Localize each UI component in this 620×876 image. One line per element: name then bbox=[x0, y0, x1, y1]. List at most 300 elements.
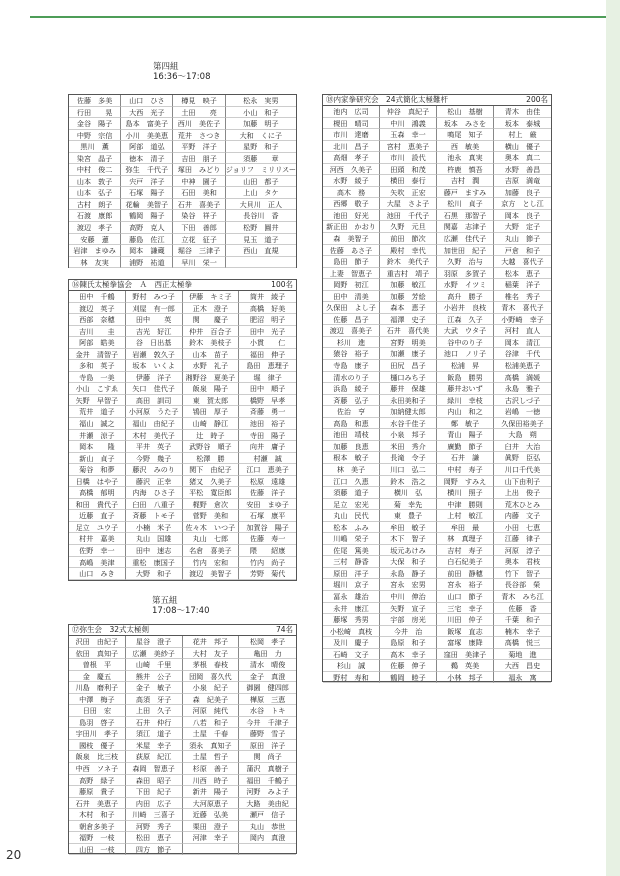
member-name-cell: 行田 晃 bbox=[69, 107, 121, 119]
member-name-cell: 重松 康国子 bbox=[126, 557, 183, 569]
member-name-cell: 村井 嘉美 bbox=[69, 533, 126, 545]
member-name-cell: 鶴岡 陽子 bbox=[121, 210, 173, 222]
member-name-cell: 藤井おいず bbox=[437, 383, 494, 395]
member-name-cell: 川口 弘二 bbox=[380, 464, 437, 476]
member-name-cell: 高橋 郁明 bbox=[69, 487, 126, 499]
member-name-cell: 佐々木 いつ子 bbox=[183, 522, 240, 534]
member-name-cell: 小楠 米子 bbox=[126, 522, 183, 534]
member-name-cell: 林 友実 bbox=[69, 257, 121, 269]
member-name-cell: 松浦 昇 bbox=[437, 360, 494, 372]
member-name-cell: 内田 広子 bbox=[126, 798, 183, 810]
member-name-cell: 荻原 紀江 bbox=[126, 751, 183, 763]
member-name-cell: 矢吹 正宏 bbox=[380, 187, 437, 199]
member-name-cell: 佐藤 寿一 bbox=[239, 533, 296, 545]
member-name-cell: 森 美智子 bbox=[323, 233, 380, 245]
member-name-cell: 小山 こすゑ bbox=[69, 383, 126, 395]
member-name-cell: 名倉 喜美子 bbox=[183, 545, 240, 557]
team-name: 弥生会 32式太極剣 bbox=[79, 625, 150, 634]
member-name-cell: 岡内 真澄 bbox=[239, 832, 296, 844]
member-name-cell: 小貫 仁 bbox=[239, 337, 296, 349]
member-count: 74名 bbox=[275, 625, 293, 634]
member-name-cell: 中村 寿子 bbox=[437, 464, 494, 476]
member-name-cell: 河野 みよ子 bbox=[239, 786, 296, 798]
member-name-cell: 宍戸 洋子 bbox=[121, 176, 173, 188]
member-name-cell: 重吉村 靖子 bbox=[380, 268, 437, 280]
member-name-cell: 岡本 謙蔵 bbox=[121, 245, 173, 257]
member-name-cell: 横田 泰行 bbox=[380, 175, 437, 187]
member-name-cell: 吉光 好江 bbox=[126, 326, 183, 338]
member-name-cell: 高畑 孝子 bbox=[323, 152, 380, 164]
member-name-cell: ジョリフ ミリリスー bbox=[225, 165, 296, 175]
member-name-cell: 西郷 敬子 bbox=[323, 198, 380, 210]
member-name-cell: 荒木ひとみ bbox=[494, 499, 551, 511]
member-name-cell: 荒井 さつき bbox=[173, 130, 225, 142]
member-name-cell bbox=[239, 844, 296, 856]
member-name-cell: 飯塚 直志 bbox=[437, 626, 494, 638]
member-name-cell: 渡辺 孝子 bbox=[69, 222, 121, 234]
member-name-cell: 安藤 蓮 bbox=[69, 234, 121, 246]
member-name-cell: 高木 務 bbox=[323, 187, 380, 199]
member-name-cell: 金 慶五 bbox=[69, 671, 126, 683]
member-name-cell: 宮永 裕子 bbox=[437, 579, 494, 591]
member-name-cell: 高須 牙子 bbox=[126, 694, 183, 706]
member-name-cell: 足立 宏光 bbox=[323, 499, 380, 511]
member-name-cell: 野村 寿和 bbox=[323, 672, 380, 684]
member-name-cell: 臼井 大治 bbox=[494, 441, 551, 453]
member-name-cell: 日田 宏 bbox=[69, 705, 126, 717]
naikaken-roster-table bbox=[322, 94, 552, 682]
member-name-cell: 山下由利子 bbox=[494, 476, 551, 488]
member-name-cell: 中津 勝則 bbox=[437, 499, 494, 511]
member-name-cell: 花井 邦子 bbox=[183, 636, 240, 648]
member-name-cell: 島本 富美子 bbox=[121, 118, 173, 130]
member-name-cell: 大西 昌史 bbox=[494, 660, 551, 672]
member-name-cell: 島羽 啓子 bbox=[69, 717, 126, 729]
member-name-cell: 加賀谷 陽子 bbox=[239, 522, 296, 534]
member-name-cell: 河村 直人 bbox=[494, 325, 551, 337]
member-name-cell: 木下 智子 bbox=[380, 533, 437, 545]
member-name-cell: 飯泉 比三枝 bbox=[69, 751, 126, 763]
member-name-cell: 大越 喜代子 bbox=[494, 256, 551, 268]
member-name-cell: 矢野 早智子 bbox=[69, 395, 126, 407]
member-name-cell: 飯泉 陽子 bbox=[183, 383, 240, 395]
member-name-cell: 佐藤 昌子 bbox=[323, 314, 380, 326]
member-name-cell: 椎名 秀子 bbox=[494, 291, 551, 303]
member-name-cell: 見玉 道子 bbox=[226, 234, 296, 246]
member-name-cell: 久野 元旦 bbox=[380, 221, 437, 233]
member-name-cell: 竹内 宏和 bbox=[183, 557, 240, 569]
member-name-cell: 石崎 文子 bbox=[323, 649, 380, 661]
chen-taichi-roster-table bbox=[68, 279, 297, 581]
member-name-cell: 土屋 哲子 bbox=[183, 751, 240, 763]
member-name-cell: 岩嶋 一徳 bbox=[494, 406, 551, 418]
member-name-cell: 三宅 幸子 bbox=[437, 603, 494, 615]
member-name-cell: 小川 美美恵 bbox=[121, 130, 173, 142]
member-name-cell: 殿村 幸代 bbox=[380, 245, 437, 257]
member-name-cell: 多和 英子 bbox=[69, 360, 126, 372]
member-name-cell: 大西 光子 bbox=[121, 107, 173, 119]
member-name-cell: 菅野 美和 bbox=[183, 510, 240, 522]
member-name-cell: 西川 美佐子 bbox=[173, 118, 225, 130]
member-name-cell: 石井 美恵子 bbox=[69, 798, 126, 810]
member-name-cell: 蒲沢 真樹子 bbox=[239, 763, 296, 775]
member-name-cell: 川口千代美 bbox=[494, 464, 551, 476]
member-name-cell: 加藤 敏江 bbox=[380, 279, 437, 291]
member-name-cell: 上出 俊子 bbox=[494, 487, 551, 499]
member-name-cell: 須江 道子 bbox=[126, 728, 183, 740]
header-rule bbox=[30, 16, 606, 18]
member-name-cell: 吉川 圭 bbox=[69, 326, 126, 338]
member-name-cell: 小山 和子 bbox=[226, 107, 296, 119]
member-name-cell: 清水のり子 bbox=[323, 372, 380, 384]
member-name-cell: 久保田裕美子 bbox=[494, 418, 551, 430]
roster-grid bbox=[69, 95, 296, 268]
member-name-cell: 曽根 平 bbox=[69, 659, 126, 671]
member-name-cell: 田中 英 bbox=[126, 314, 183, 326]
member-name-cell: 村瀬 誠 bbox=[239, 453, 296, 465]
member-name-cell: 足立 ユウ子 bbox=[69, 522, 126, 534]
member-name-cell: 牟田 最 bbox=[437, 522, 494, 534]
member-name-cell: 荒井 道子 bbox=[69, 406, 126, 418]
member-name-cell: 菊 幸先 bbox=[380, 499, 437, 511]
member-name-cell: 佐野 幸一 bbox=[69, 545, 126, 557]
member-name-cell: 佐藤 あさ子 bbox=[323, 245, 380, 257]
member-name-cell: 斉藤 トモ子 bbox=[126, 510, 183, 522]
member-name-cell: 石井 謙 bbox=[437, 452, 494, 464]
member-name-cell: 石井 喜美子 bbox=[173, 199, 225, 211]
member-name-cell: 四方 節子 bbox=[126, 844, 183, 856]
member-name-cell: 羽原 多賀子 bbox=[437, 268, 494, 280]
member-name-cell: 平松 寛臣郎 bbox=[183, 487, 240, 499]
member-name-cell: 古沢しづ子 bbox=[494, 395, 551, 407]
member-name-cell: 青山 陽子 bbox=[437, 429, 494, 441]
member-name-cell: 小野崎 幸子 bbox=[494, 314, 551, 326]
member-name-cell: 河西 久美子 bbox=[323, 164, 380, 176]
member-name-cell: 杉川 進 bbox=[323, 337, 380, 349]
member-name-cell: 藤原 貴子 bbox=[69, 786, 126, 798]
member-name-cell: 池内 広司 bbox=[323, 106, 380, 118]
member-name-cell: 森田 昭子 bbox=[126, 775, 183, 787]
member-name-cell: 稲葉 洋子 bbox=[494, 279, 551, 291]
member-name-cell: 田中 速志 bbox=[126, 545, 183, 557]
member-name-cell: 田頭 和茂 bbox=[380, 164, 437, 176]
member-name-cell: 山田 一枝 bbox=[69, 844, 126, 856]
member-name-cell: 寺田 陽子 bbox=[239, 430, 296, 442]
entry-number: ⑰ bbox=[72, 625, 80, 634]
member-name-cell: 斉藤 勇一 bbox=[239, 406, 296, 418]
member-name-cell: 星谷 澄子 bbox=[126, 636, 183, 648]
member-name-cell: 和田 貴代子 bbox=[69, 499, 126, 511]
member-name-cell: 向井 庸子 bbox=[239, 441, 296, 453]
member-name-cell: 岡野 すみえ bbox=[437, 476, 494, 488]
member-name-cell: 寺島 一美 bbox=[69, 372, 126, 384]
member-name-cell: 奥本 君枝 bbox=[494, 556, 551, 568]
member-name-cell: 川島 磨利子 bbox=[69, 682, 126, 694]
member-name-cell: 東 豊子 bbox=[380, 510, 437, 522]
member-name-cell: 久野 治与 bbox=[437, 256, 494, 268]
group4-time: 16:36～17:08 bbox=[153, 72, 211, 82]
member-name-cell: 依田 真知子 bbox=[69, 648, 126, 660]
member-name-cell: 宮永 宏男 bbox=[380, 579, 437, 591]
member-name-cell: 梶野 倉次 bbox=[183, 499, 240, 511]
member-name-cell: 内藤 文子 bbox=[494, 510, 551, 522]
member-name-cell: 大野 定子 bbox=[494, 221, 551, 233]
member-name-cell: 丸山 恭世 bbox=[239, 821, 296, 833]
member-name-cell: 仲谷 真紀子 bbox=[380, 106, 437, 118]
member-name-cell: 山口 ひさ bbox=[121, 95, 173, 107]
member-name-cell: 鶴岡 睦子 bbox=[380, 672, 437, 684]
member-name-cell: 江口 久恵 bbox=[323, 476, 380, 488]
member-name-cell: 長谷川 香 bbox=[226, 210, 296, 222]
member-name-cell: 佐藤 多美 bbox=[69, 95, 121, 107]
member-name-cell: 西 敏美 bbox=[437, 141, 494, 153]
member-name-cell: 井瀬 涼子 bbox=[69, 430, 126, 442]
member-name-cell: 岡本 清江 bbox=[494, 337, 551, 349]
member-name-cell: 山田 都子 bbox=[226, 176, 296, 188]
member-name-cell: 浜島 綾子 bbox=[323, 383, 380, 395]
member-name-cell: 池永 真実 bbox=[437, 152, 494, 164]
page-edge-stripe bbox=[606, 0, 620, 876]
member-name-cell: 高橋 満媛 bbox=[494, 372, 551, 384]
member-name-cell: 木村 和子 bbox=[69, 809, 126, 821]
member-name-cell: 堀谷 三津子 bbox=[173, 245, 225, 257]
member-name-cell: 杉原 善子 bbox=[183, 763, 240, 775]
member-name-cell: 富塚 康降 bbox=[437, 637, 494, 649]
member-name-cell: 鳴尾 知子 bbox=[437, 129, 494, 141]
member-name-cell: 山本 苗子 bbox=[183, 349, 240, 361]
member-name-cell: 水野 礼子 bbox=[183, 360, 240, 372]
member-name-cell: 田尻 昌子 bbox=[380, 360, 437, 372]
roster-grid bbox=[69, 291, 296, 580]
member-name-cell: 原田 洋子 bbox=[323, 568, 380, 580]
member-name-cell: 山口 みき bbox=[69, 568, 126, 580]
member-name-cell: 川崎 三喜子 bbox=[126, 809, 183, 821]
member-name-cell: 臼田 八重子 bbox=[126, 499, 183, 511]
member-name-cell: 水野 綾子 bbox=[323, 175, 380, 187]
member-count: 100名 bbox=[271, 280, 293, 289]
member-name-cell: 高橋 悦三 bbox=[494, 637, 551, 649]
member-name-cell: 藤塚 秀男 bbox=[323, 614, 380, 626]
member-name-cell: 花輪 美智子 bbox=[121, 199, 173, 211]
member-name-cell: 中神 園子 bbox=[173, 176, 225, 188]
member-name-cell: 大村 友子 bbox=[183, 648, 240, 660]
member-name-cell: 八若 和子 bbox=[183, 717, 240, 729]
member-name-cell: 福永 寓 bbox=[494, 672, 551, 684]
member-name-cell: 樋口みち子 bbox=[380, 372, 437, 384]
member-name-cell: 渡辺 英子 bbox=[69, 303, 126, 315]
member-name-cell: 伊藤 キミ子 bbox=[183, 291, 240, 303]
member-name-cell: 坂本 みさを bbox=[437, 118, 494, 130]
member-name-cell: 池田 好光 bbox=[323, 210, 380, 222]
member-name-cell bbox=[226, 257, 296, 269]
member-name-cell: 竹内 尚子 bbox=[239, 557, 296, 569]
member-name-cell: 矢野 宣子 bbox=[380, 603, 437, 615]
member-name-cell: 瀬戸 信子 bbox=[239, 809, 296, 821]
member-name-cell: 小泉 邦子 bbox=[380, 429, 437, 441]
member-name-cell: 大保 和子 bbox=[380, 556, 437, 568]
member-name-cell: 杉山 誠 bbox=[323, 660, 380, 672]
roster-grid bbox=[69, 636, 296, 855]
member-name-cell: 宮村 恵美子 bbox=[380, 141, 437, 153]
member-name-cell: 渡辺 美智子 bbox=[183, 568, 240, 580]
member-name-cell: 藤島 佐江 bbox=[121, 234, 173, 246]
member-name-cell: 浦野 祐道 bbox=[121, 257, 173, 269]
member-name-cell: 石渡 康郎 bbox=[69, 210, 121, 222]
member-name-cell: 丸山 国雄 bbox=[126, 533, 183, 545]
entry-number: ⑯ bbox=[72, 280, 80, 289]
member-name-cell: 大屋 さよ子 bbox=[380, 198, 437, 210]
member-name-cell: 金谷 陽子 bbox=[69, 118, 121, 130]
member-name-cell: 団岡 喜久代 bbox=[183, 671, 240, 683]
member-name-cell: 福澤 史子 bbox=[380, 314, 437, 326]
member-name-cell: 横川 照子 bbox=[437, 487, 494, 499]
member-name-cell: 吉田 朋子 bbox=[173, 153, 225, 165]
member-name-cell: 佐藤 洋子 bbox=[239, 487, 296, 499]
member-name-cell: 日橋 はや子 bbox=[69, 476, 126, 488]
member-name-cell: 玉森 幸一 bbox=[380, 129, 437, 141]
member-name-cell: 江口 恵美子 bbox=[239, 464, 296, 476]
member-name-cell: 河野 秀子 bbox=[126, 821, 183, 833]
member-name-cell: 奥本 真二 bbox=[494, 152, 551, 164]
member-name-cell: 眞野 臣弘 bbox=[494, 452, 551, 464]
member-name-cell: 広瀬 美紗子 bbox=[126, 648, 183, 660]
member-name-cell: 鄭 敏子 bbox=[437, 418, 494, 430]
member-name-cell: 島田 恵理子 bbox=[239, 360, 296, 372]
member-name-cell: 筒井 綾子 bbox=[239, 291, 296, 303]
member-name-cell: 窪田 美津子 bbox=[437, 649, 494, 661]
member-name-cell: 藤野 雪子 bbox=[239, 728, 296, 740]
member-name-cell: 松本 ふみ bbox=[323, 522, 380, 534]
member-name-cell: 江藤 律子 bbox=[494, 533, 551, 545]
member-name-cell: 今井 千津子 bbox=[239, 717, 296, 729]
member-name-cell: 福田 伸子 bbox=[239, 349, 296, 361]
member-name-cell: 永田美和子 bbox=[380, 395, 437, 407]
member-name-cell: 上村 敏江 bbox=[437, 510, 494, 522]
group5-heading bbox=[152, 596, 210, 616]
member-name-cell: 林 美子 bbox=[323, 464, 380, 476]
member-name-cell: 小松崎 真枝 bbox=[323, 626, 380, 638]
member-name-cell: 池田 千代子 bbox=[380, 210, 437, 222]
member-name-cell: 新正田 かおり bbox=[323, 221, 380, 233]
member-name-cell: 関嘉 志津子 bbox=[437, 221, 494, 233]
member-name-cell: 金子 真澄 bbox=[239, 671, 296, 683]
member-name-cell: 池口 ノリ子 bbox=[437, 348, 494, 360]
member-name-cell: 御園 健四郎 bbox=[239, 682, 296, 694]
member-name-cell: 阿部 皓美 bbox=[69, 337, 126, 349]
member-name-cell: 福田 千鶴子 bbox=[239, 775, 296, 787]
member-name-cell: 上田 久子 bbox=[126, 705, 183, 717]
member-name-cell: 今野 幾子 bbox=[126, 453, 183, 465]
member-name-cell: 佐尾 篤美 bbox=[323, 545, 380, 557]
table-header bbox=[69, 280, 296, 291]
member-name-cell: 島原 和子 bbox=[380, 637, 437, 649]
member-name-cell: 正木 澄子 bbox=[183, 303, 240, 315]
member-name-cell: 丸山 七郎 bbox=[183, 533, 240, 545]
member-name-cell: 千葉 和子 bbox=[494, 614, 551, 626]
member-name-cell: 松永 実男 bbox=[226, 95, 296, 107]
member-name-cell: 木村 美代子 bbox=[126, 430, 183, 442]
member-name-cell: 黒川 薫 bbox=[69, 141, 121, 153]
group4-title: 第四組 bbox=[153, 62, 179, 72]
member-name-cell: 仲井 百合子 bbox=[183, 326, 240, 338]
member-name-cell: 堀 律子 bbox=[239, 372, 296, 384]
member-name-cell: 米屋 幸子 bbox=[126, 740, 183, 752]
member-name-cell: 田中 光子 bbox=[239, 326, 296, 338]
member-name-cell: 高木 幸子 bbox=[380, 649, 437, 661]
member-name-cell: 水谷 トキ bbox=[239, 705, 296, 717]
member-name-cell: 鵜 英美 bbox=[437, 660, 494, 672]
member-name-cell: 岡野 初江 bbox=[323, 279, 380, 291]
yayoi-roster-table bbox=[68, 624, 297, 854]
member-name-cell: 長滝 令子 bbox=[380, 452, 437, 464]
member-name-cell: 中村 俊二 bbox=[69, 164, 121, 176]
member-name-cell: 小泉 紀子 bbox=[183, 682, 240, 694]
group5-title: 第五組 bbox=[152, 596, 178, 606]
member-name-cell: 河原 純代 bbox=[183, 705, 240, 717]
member-name-cell: 新山 貞子 bbox=[69, 453, 126, 465]
member-name-cell: 石塚 陽子 bbox=[121, 187, 173, 199]
member-name-cell: 島田 節子 bbox=[323, 256, 380, 268]
member-name-cell: 茅根 春枝 bbox=[183, 659, 240, 671]
team-name: 内家拳研究会 24式簡化太極難杆 bbox=[333, 95, 449, 104]
member-name-cell: 冨永 雄治 bbox=[323, 591, 380, 603]
member-name-cell: 石井 仲行 bbox=[126, 717, 183, 729]
member-name-cell: 朝倉多美子 bbox=[69, 821, 126, 833]
member-name-cell: 宮野 明美 bbox=[380, 337, 437, 349]
member-name-cell: 須永 真知子 bbox=[183, 740, 240, 752]
member-name-cell: 鈴木 浩之 bbox=[380, 476, 437, 488]
page-number: 20 bbox=[6, 848, 22, 862]
member-name-cell: 岡本 隆 bbox=[69, 441, 126, 453]
member-name-cell: 山口 節子 bbox=[437, 591, 494, 603]
member-name-cell: 谷中のり子 bbox=[437, 337, 494, 349]
member-name-cell: 田中 千鶴 bbox=[69, 291, 126, 303]
member-name-cell: 及川 慶子 bbox=[323, 637, 380, 649]
member-name-cell: 大路 美由紀 bbox=[239, 798, 296, 810]
member-name-cell: 大河原恵子 bbox=[183, 798, 240, 810]
member-name-cell: 内海 ひさ子 bbox=[126, 487, 183, 499]
member-name-cell: 吉村 潤 bbox=[437, 175, 494, 187]
member-name-cell: 飯島 勝男 bbox=[437, 372, 494, 384]
group5-time: 17:08～17:40 bbox=[152, 606, 210, 616]
member-name-cell: 高野 克人 bbox=[121, 222, 173, 234]
member-name-cell: 加世田 紀子 bbox=[437, 245, 494, 257]
member-name-cell: 大野 和子 bbox=[126, 568, 183, 580]
member-name-cell: 山本 弘子 bbox=[69, 187, 121, 199]
member-name-cell: 永井 康江 bbox=[323, 603, 380, 615]
member-name-cell: 牟田 敏子 bbox=[380, 522, 437, 534]
group4-heading bbox=[153, 62, 211, 82]
member-name-cell: 村上 厳 bbox=[494, 129, 551, 141]
member-name-cell: 横山 優子 bbox=[494, 141, 551, 153]
member-name-cell: 永島 静子 bbox=[380, 568, 437, 580]
member-name-cell: 金井 清智子 bbox=[69, 349, 126, 361]
member-name-cell: 松川 貞子 bbox=[437, 198, 494, 210]
member-name-cell: 広瀬 佳代子 bbox=[437, 233, 494, 245]
member-name-cell: 楠木 幸子 bbox=[494, 626, 551, 638]
member-name-cell: 斉藤 弘子 bbox=[323, 395, 380, 407]
member-name-cell: 須藤 章 bbox=[226, 153, 296, 165]
member-name-cell: 松本 恵子 bbox=[494, 268, 551, 280]
member-name-cell: 江森 久子 bbox=[437, 314, 494, 326]
member-name-cell: 緑川 幸枝 bbox=[437, 395, 494, 407]
member-name-cell: 坂元あけみ bbox=[380, 545, 437, 557]
member-name-cell: 高橋 好美 bbox=[239, 303, 296, 315]
member-name-cell: 菊谷 和夢 bbox=[69, 464, 126, 476]
member-name-cell: 中川 伸治 bbox=[380, 591, 437, 603]
member-name-cell: 菊地 進 bbox=[494, 649, 551, 661]
member-name-cell: 熊井 公子 bbox=[126, 671, 183, 683]
